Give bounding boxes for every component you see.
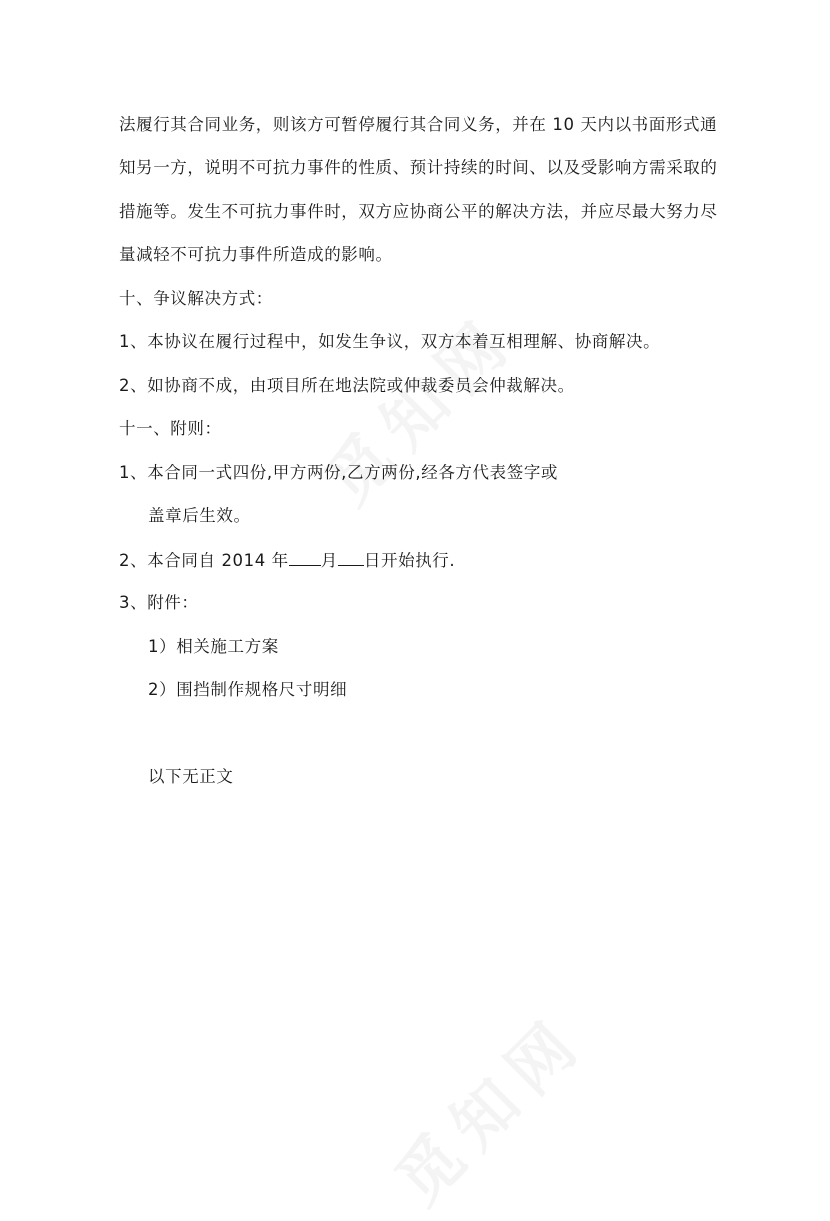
paragraph-line: 法履行其合同业务，则该方可暂停履行其合同义务，并在 10 天内以书面形式通 <box>119 115 718 134</box>
day-blank <box>338 549 364 566</box>
watermark-logo <box>302 291 533 522</box>
date-prefix: 2、本合同自 2014 年 <box>119 551 289 570</box>
watermark-logo <box>372 991 603 1221</box>
date-suffix: 日开始执行. <box>363 551 456 570</box>
list-item: 1、本合同一式四份,甲方两份,乙方两份,经各方代表签字或 <box>119 463 559 482</box>
list-item-date <box>119 549 455 572</box>
list-item: 3、附件： <box>119 593 199 612</box>
section-heading: 十、争议解决方式： <box>119 289 273 308</box>
list-item: 1、本协议在履行过程中，如发生争议，双方本着互相理解、协商解决。 <box>119 332 661 351</box>
attachment-item: 2）围挡制作规格尺寸明细 <box>148 680 348 699</box>
closing-text: 以下无正文 <box>148 767 234 786</box>
paragraph-line: 知另一方，说明不可抗力事件的性质、预计持续的时间、以及受影响方需采取的 <box>119 158 718 177</box>
list-item-continuation: 盖章后生效。 <box>148 506 251 525</box>
list-item: 2、如协商不成，由项目所在地法院或仲裁委员会仲裁解决。 <box>119 376 575 395</box>
month-label: 月 <box>320 551 338 570</box>
month-blank <box>289 549 321 566</box>
attachment-item: 1）相关施工方案 <box>148 637 279 656</box>
paragraph-line: 量减轻不可抗力事件所造成的影响。 <box>119 245 393 264</box>
paragraph-line: 措施等。发生不可抗力事件时，双方应协商公平的解决方法，并应尽最大努力尽 <box>119 202 718 221</box>
section-heading: 十一、附则： <box>119 419 222 438</box>
